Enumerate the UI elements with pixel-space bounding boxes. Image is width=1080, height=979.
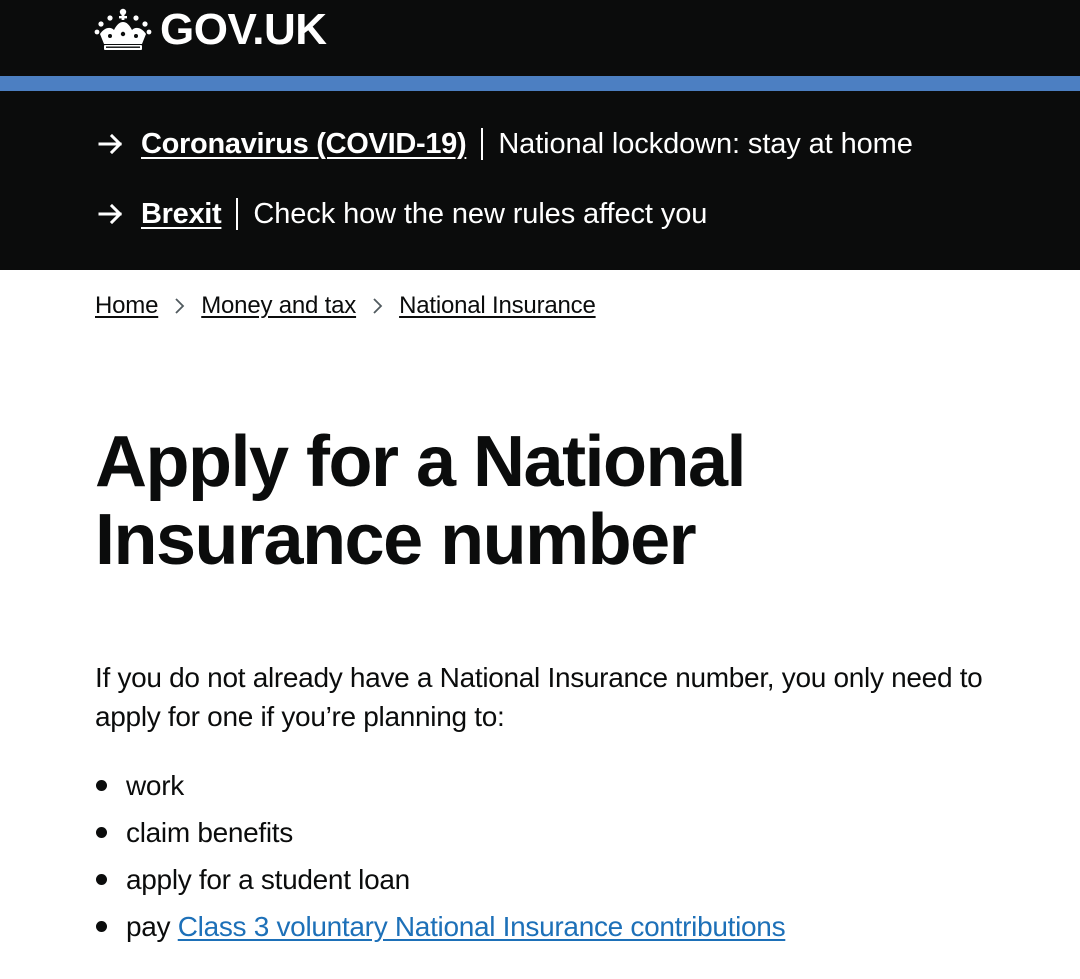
bullet-dot [96, 827, 107, 838]
site-header [0, 0, 1080, 76]
banner-divider [236, 198, 238, 230]
list-item [95, 766, 785, 813]
brexit-link[interactable]: Brexit [141, 197, 222, 230]
list-item-text: apply for a student loan [126, 864, 410, 895]
header-accent-bar [0, 76, 1080, 91]
logo-text: GOV.UK [160, 5, 327, 54]
requirements-list [95, 766, 785, 954]
emergency-banner [0, 91, 1080, 270]
banner-item-brexit [98, 194, 707, 234]
govuk-logo-link[interactable] [94, 6, 327, 54]
chevron-right-icon [174, 297, 186, 315]
list-item-text: claim benefits [126, 817, 293, 848]
coronavirus-link[interactable]: Coronavirus (COVID-19) [141, 127, 467, 160]
list-item-text: work [126, 770, 184, 801]
page-title: Apply for a National Insurance number [95, 422, 746, 580]
breadcrumb [95, 292, 596, 320]
list-item-text: pay [126, 911, 178, 942]
breadcrumb-home[interactable]: Home [95, 292, 159, 319]
banner-divider [481, 128, 483, 160]
chevron-right-icon [372, 297, 384, 315]
arrow-right-icon [98, 134, 124, 154]
list-item [95, 860, 785, 907]
class-3-contributions-link[interactable]: Class 3 voluntary National Insurance contributions [177, 911, 786, 942]
bullet-dot [96, 780, 107, 791]
list-item [95, 907, 785, 954]
bullet-dot [96, 874, 107, 885]
arrow-right-icon [98, 204, 124, 224]
list-item [95, 813, 785, 860]
crown-icon [94, 8, 152, 52]
breadcrumb-national-insurance[interactable]: National Insurance [399, 292, 596, 319]
intro-paragraph: If you do not already have a National Insurance number, you only need to apply for one if you’re planning to: [95, 662, 983, 732]
banner-item-coronavirus [98, 124, 913, 164]
breadcrumb-money-and-tax[interactable]: Money and tax [201, 292, 357, 319]
banner-text-lockdown: National lockdown: stay at home [498, 127, 913, 160]
bullet-dot [96, 921, 107, 932]
banner-text-brexit: Check how the new rules affect you [253, 197, 708, 230]
